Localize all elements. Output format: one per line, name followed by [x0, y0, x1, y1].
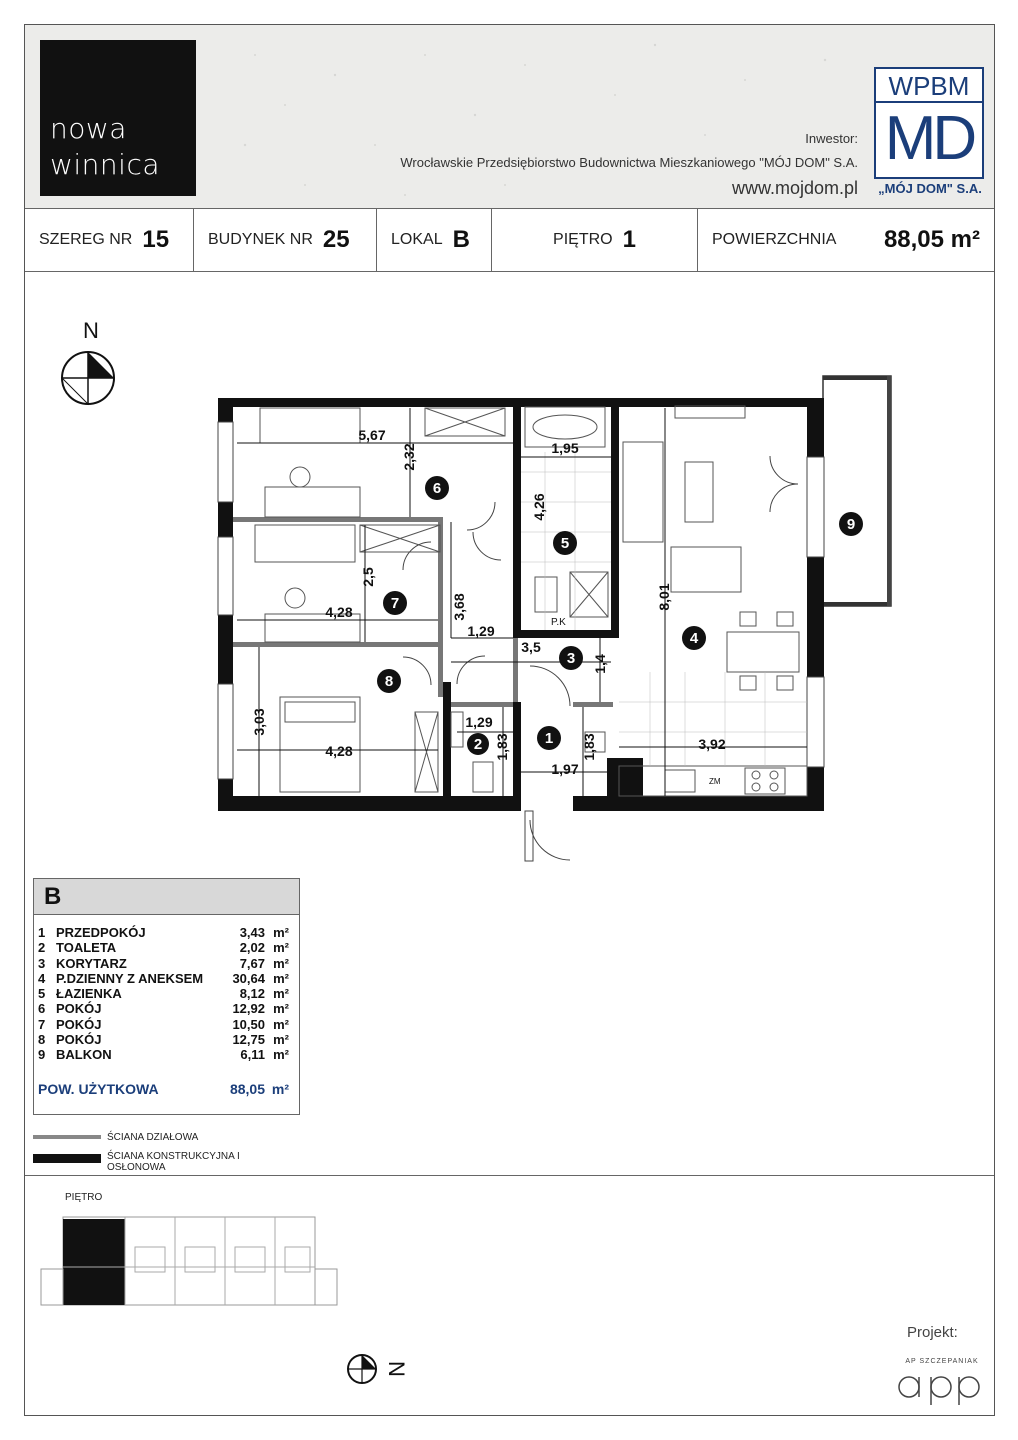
dim-room7-width: 4,28 [325, 604, 353, 620]
room-row [38, 1032, 289, 1047]
dimension-labels [251, 427, 726, 777]
total-area-label: POW. UŻYTKOWA [38, 1081, 159, 1097]
dim-bath-depth: 4,26 [531, 493, 547, 521]
floor-cell [492, 209, 698, 271]
zm-label: ZM [709, 777, 721, 786]
room-area: 12,92 [232, 1001, 265, 1017]
room-name: BALKON [56, 1047, 112, 1063]
room-area: 6,11 [240, 1047, 265, 1063]
room-name: POKÓJ [56, 1016, 102, 1032]
architect-logo [897, 1367, 989, 1411]
balcony [823, 376, 891, 606]
unit-label: LOKAL [391, 231, 443, 248]
dim-corridor-width-a: 1,29 [467, 623, 495, 639]
room-unit: m² [273, 1047, 289, 1063]
room-unit: m² [273, 986, 289, 1002]
room-name: TOALETA [56, 940, 117, 956]
room-unit: m² [273, 1001, 289, 1017]
room-unit: m² [273, 940, 289, 956]
room-number: 8 [38, 1032, 46, 1048]
svg-text:8: 8 [384, 673, 394, 690]
pk-label: P.K [551, 617, 566, 628]
total-area-value: 88,05 [229, 1081, 265, 1097]
svg-text:5: 5 [560, 535, 570, 552]
room-area: 3,43 [239, 925, 265, 940]
dim-hall-width: 1,97 [551, 761, 579, 777]
partition-wall-label: ŚCIANA DZIAŁOWA [107, 1132, 199, 1143]
logo-text-line2: winnica [50, 148, 161, 181]
row-value: 15 [142, 226, 170, 253]
key-compass [348, 1355, 409, 1383]
structural-walls [218, 398, 824, 811]
total-area-row [38, 1081, 289, 1097]
room-area: 30,64 [232, 970, 265, 986]
dim-room6-depth: 2,32 [401, 443, 417, 471]
room-legend [33, 878, 300, 1115]
room-number: 6 [38, 1001, 46, 1017]
dim-room6-width: 5,67 [358, 427, 386, 443]
room-row [38, 1001, 289, 1016]
logo-text-line1: nowa [50, 112, 127, 145]
floor-plan [25, 272, 994, 872]
architect-name: AP SZCZEPANIAK [905, 1358, 979, 1365]
wpbm-text: WPBM [876, 71, 982, 103]
room-number: 2 [38, 940, 46, 956]
room-row [38, 1047, 289, 1062]
room-name: POKÓJ [56, 1001, 102, 1017]
project-label: Projekt: [907, 1324, 958, 1341]
unit-info-bar [25, 209, 994, 272]
room-number: 1 [38, 925, 46, 940]
dim-kitchen-width: 3,92 [698, 736, 726, 752]
floor-label: PIĘTRO [553, 231, 613, 248]
building-cell [194, 209, 377, 271]
dim-bath-width: 1,95 [551, 440, 579, 456]
svg-text:3: 3 [566, 650, 576, 667]
partition-wall-key [33, 1132, 247, 1143]
row-label: SZEREG NR [39, 231, 133, 248]
room-unit: m² [273, 1016, 289, 1032]
structural-wall-key [33, 1151, 247, 1173]
room-number: 5 [38, 986, 46, 1002]
wpbm-logo [874, 67, 984, 179]
key-north-label: N [384, 1361, 409, 1377]
building-value: 25 [322, 226, 350, 253]
building-label: BUDYNEK NR [208, 231, 313, 248]
investor-name: Wrocławskie Przedsiębiorstwo Budownictwa Mieszkaniowego "MÓJ DOM" S.A. [400, 155, 858, 170]
area-value: 88,05 m² [883, 226, 980, 253]
dim-room8-depth: 3,03 [251, 708, 267, 736]
svg-text:9: 9 [846, 516, 856, 533]
svg-text:1: 1 [544, 730, 554, 747]
highlighted-unit [63, 1219, 125, 1305]
dim-toilet-depth: 1,83 [494, 733, 510, 761]
dim-toilet-width: 1,29 [465, 714, 493, 730]
room-list [34, 915, 299, 1063]
legend-unit-letter: B [34, 879, 299, 915]
plan-sheet [24, 24, 995, 1416]
room-name: P.DZIENNY Z ANEKSEM [56, 970, 204, 986]
dim-room7-depth: 2,5 [360, 567, 376, 587]
unit-cell [377, 209, 492, 271]
svg-text:7: 7 [390, 595, 400, 612]
investor-label: Inwestor: [805, 131, 858, 146]
dim-corridor-depth-b: 1,4 [592, 654, 608, 674]
room-number: 4 [38, 970, 46, 986]
unit-value: B [452, 226, 470, 253]
area-label: POWIERZCHNIA [712, 231, 837, 248]
compass [62, 318, 114, 404]
investor-url: www.mojdom.pl [731, 178, 858, 198]
room-unit: m² [273, 1032, 289, 1048]
nowa-winnica-logo [40, 40, 196, 196]
room-area: 2,02 [239, 940, 265, 956]
room-row [38, 956, 289, 971]
header [25, 25, 994, 209]
room-area: 10,50 [232, 1016, 265, 1032]
dim-room8-width: 4,28 [325, 743, 353, 759]
room-area: 7,67 [239, 955, 265, 971]
room-row [38, 986, 289, 1001]
key-plan-building [41, 1217, 337, 1305]
room-name: KORYTARZ [56, 955, 127, 971]
dim-living-depth: 8,01 [656, 583, 672, 611]
room-number: 9 [38, 1047, 46, 1063]
floor-value: 1 [622, 226, 636, 253]
room-row [38, 925, 289, 940]
room-row [38, 940, 289, 955]
room-row [38, 971, 289, 986]
dim-hall-depth: 1,83 [581, 733, 597, 761]
area-cell [698, 209, 994, 271]
structural-wall-label: ŚCIANA KONSTRUKCYJNA I OSŁONOWA [107, 1151, 240, 1173]
structural-wall-swatch [33, 1154, 101, 1163]
room-row [38, 1017, 289, 1032]
room-name: ŁAZIENKA [56, 986, 122, 1002]
room-name: POKÓJ [56, 1032, 102, 1048]
row-cell [25, 209, 194, 271]
room-area: 12,75 [232, 1032, 265, 1048]
room-unit: m² [273, 955, 289, 971]
total-area-unit: m² [271, 1081, 289, 1097]
svg-text:2: 2 [473, 736, 483, 753]
brand-company: „MÓJ DOM" S.A. [878, 181, 982, 196]
north-label: N [83, 318, 99, 343]
svg-text:4: 4 [689, 630, 699, 647]
building-key-plan [35, 1207, 455, 1387]
dim-corridor-depth: 3,68 [451, 593, 467, 621]
room-number: 3 [38, 955, 46, 971]
dim-corridor-width-b: 3,5 [521, 639, 541, 655]
bottom-divider [25, 1175, 994, 1176]
floor-key-label: PIĘTRO [65, 1192, 103, 1203]
svg-text:6: 6 [432, 480, 442, 497]
room-number: 7 [38, 1016, 46, 1032]
room-area: 8,12 [239, 986, 265, 1002]
room-unit: m² [273, 925, 289, 940]
room-name: PRZEDPOKÓJ [56, 925, 146, 940]
room-unit: m² [273, 970, 289, 986]
md-letters: MD [884, 104, 974, 173]
partition-wall-swatch [33, 1135, 101, 1139]
